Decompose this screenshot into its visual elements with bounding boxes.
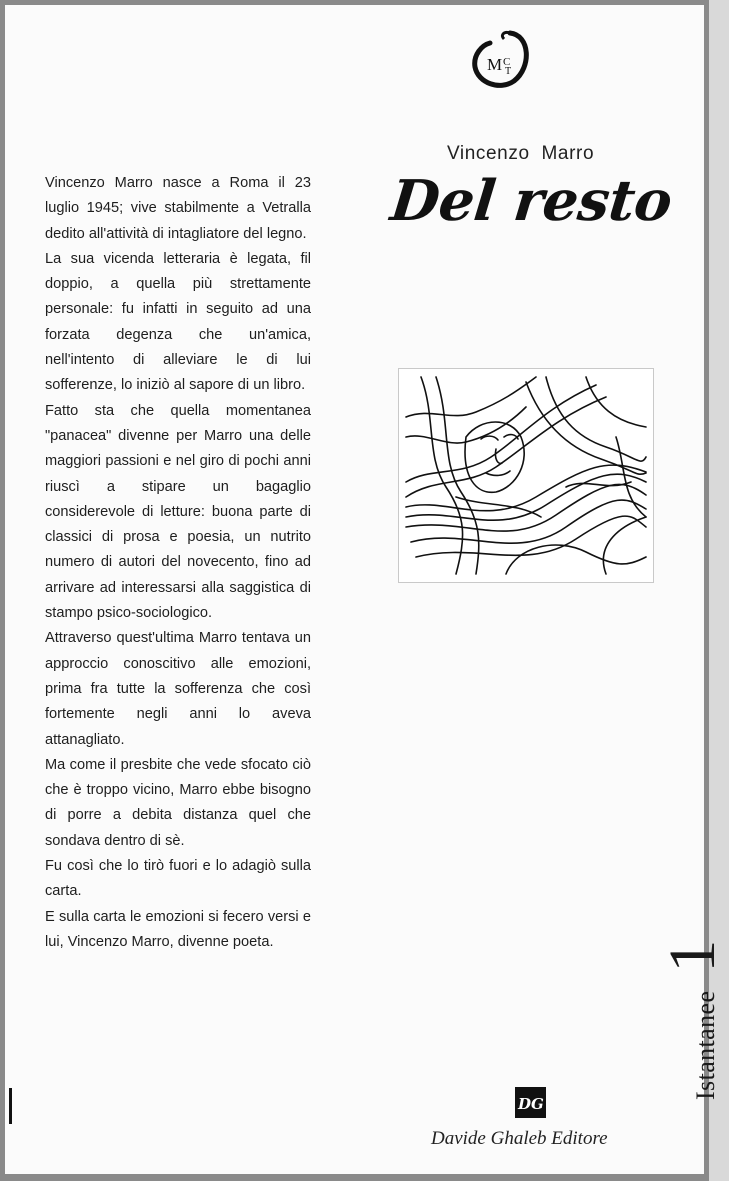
bio-paragraph: E sulla carta le emozioni si fecero versi e lui, Vincenzo Marro, divenne poeta. bbox=[45, 908, 311, 950]
edge-mark bbox=[9, 1088, 12, 1124]
series-name: Istantanee bbox=[691, 990, 720, 1100]
cover-illustration bbox=[398, 368, 654, 583]
bio-paragraph: Ma come il presbite che vede sfocato ciò che è troppo vicino, Marro ebbe bisogno di porre a debita distanza quel che sondava dentro di sè. bbox=[45, 756, 311, 849]
svg-text:T: T bbox=[505, 66, 512, 77]
bio-paragraph: Fatto sta che quella momentanea "panacea" divenne per Marro una delle maggiori passioni e nel giro di pochi anni riuscì a stipare un bagaglio considerevole di letture: buona parte di classici di prosa e poesia, un nutrito numero di autori del novecento, fino ad arrivare ad interessarsi alla saggistica di stampo psico-sociologico. bbox=[45, 402, 311, 622]
dg-publisher-logo-icon bbox=[515, 1087, 546, 1118]
bio-paragraph: La sua vicenda letteraria è legata, fil doppio, a quella più strettamente personale: fu infatti in seguito ad una forzata degenza che un'amica, nell'intento di alleviare le di lui sofferenze, lo iniziò al sapore di un libro. bbox=[45, 250, 311, 394]
svg-text:M: M bbox=[487, 55, 503, 74]
series-label bbox=[656, 939, 729, 1100]
bio-paragraph: Attraverso quest'ultima Marro tentava un approccio conoscitivo alle emozioni, prima fra tutte la sofferenza che così fortemente negli anni lo aveva attanagliato. bbox=[45, 630, 311, 748]
svg-text:DG: DG bbox=[518, 1095, 544, 1113]
bio-paragraph: Vincenzo Marro nasce a Roma il 23 luglio 1945; vive stabilmente a Vetralla dedito all'attività di intagliatore del legno. bbox=[45, 175, 311, 242]
author-name: Vincenzo Marro bbox=[447, 143, 595, 164]
sketch-illustration-icon bbox=[406, 377, 646, 574]
mct-monogram-icon bbox=[470, 27, 534, 89]
publisher-name: Davide Ghaleb Editore bbox=[431, 1128, 608, 1149]
series-number: 1 bbox=[656, 939, 729, 973]
author-biography bbox=[45, 171, 311, 955]
bio-paragraph: Fu così che lo tirò fuori e lo adagiò sulla carta. bbox=[45, 858, 311, 900]
book-title: Del resto bbox=[387, 168, 675, 234]
svg-text:C: C bbox=[503, 56, 511, 68]
